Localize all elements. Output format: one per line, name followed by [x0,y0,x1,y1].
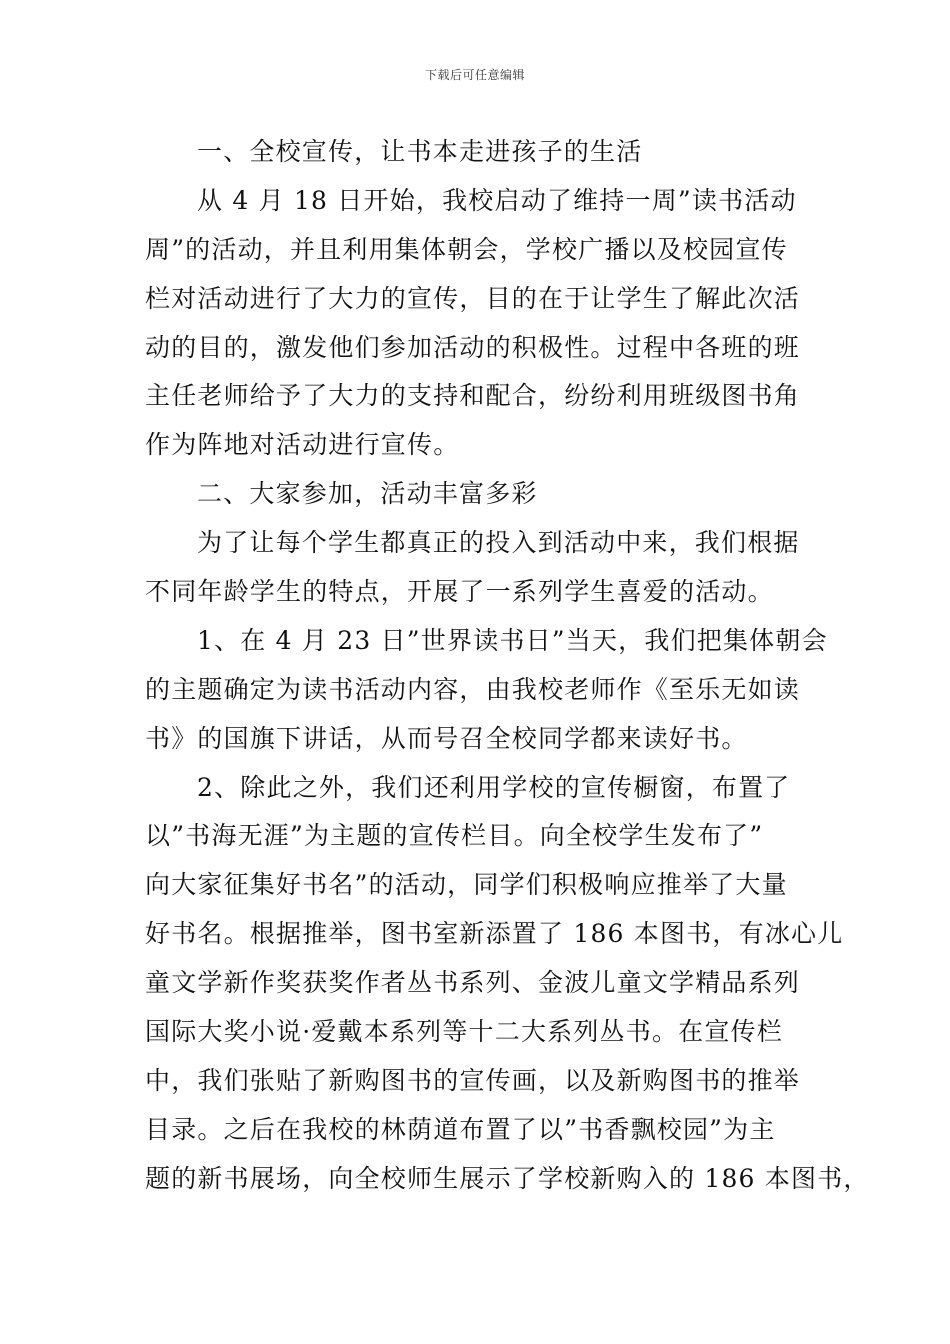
paragraph-line: 的主题确定为读书活动内容，由我校老师作《至乐无如读 [145,674,801,704]
paragraph-line: 不同年龄学生的特点，开展了一系列学生喜爱的活动。 [145,577,774,607]
paragraph-line: 国际大奖小说·爱戴本系列等十二大系列丛书。在宣传栏 [145,1017,783,1047]
paragraph-line: 好书名。根据推举，图书室新添置了 186 本图书，有冰心儿 [145,919,844,949]
section-heading: 二、大家参加，活动丰富多彩 [197,479,538,509]
paragraph-line: 1、在 4 月 23 日”世界读书日”当天，我们把集体朝会 [197,625,828,655]
paragraph-line: 以”书海无涯”为主题的宣传栏目。向全校学生发布了” [145,821,764,851]
section-heading: 一、全校宣传，让书本走进孩子的生活 [197,137,643,166]
paragraph-line: 从 4 月 18 日开始，我校启动了维持一周”读书活动 [197,185,797,215]
paragraph-line: 动的目的，激发他们参加活动的积极性。过程中各班的班 [145,332,801,362]
paragraph-line: 作为阵地对活动进行宣传。 [145,430,460,460]
paragraph-line: 中，我们张贴了新购图书的宣传画，以及新购图书的推举 [145,1065,801,1095]
paragraph-line: 栏对活动进行了大力的宣传，目的在于让学生了解此次活 [145,283,801,313]
paragraph-line: 主任老师给予了大力的支持和配合，纷纷利用班级图书角 [145,381,801,411]
paragraph-line: 书》的国旗下讲话，从而号召全校同学都来读好书。 [145,723,748,753]
paragraph-line: 目录。之后在我校的林荫道布置了以”书香飘校园”为主 [145,1114,776,1144]
paragraph-line: 为了让每个学生都真正的投入到活动中来，我们根据 [197,528,800,558]
page-header: 下载后可任意编辑 [424,68,525,82]
document-body [145,128,870,1204]
paragraph-line: 向大家征集好书名”的活动，同学们积极响应推举了大量 [145,870,788,900]
paragraph-line: 题的新书展场，向全校师生展示了学校新购入的 186 本图书， [145,1163,870,1193]
paragraph-line: 2、除此之外，我们还利用学校的宣传橱窗，布置了 [197,772,791,802]
paragraph-line: 周”的活动，并且利用集体朝会，学校广播以及校园宣传 [145,234,788,264]
paragraph-line: 童文学新作奖获奖作者丛书系列、金波儿童文学精品系列 [145,968,801,998]
